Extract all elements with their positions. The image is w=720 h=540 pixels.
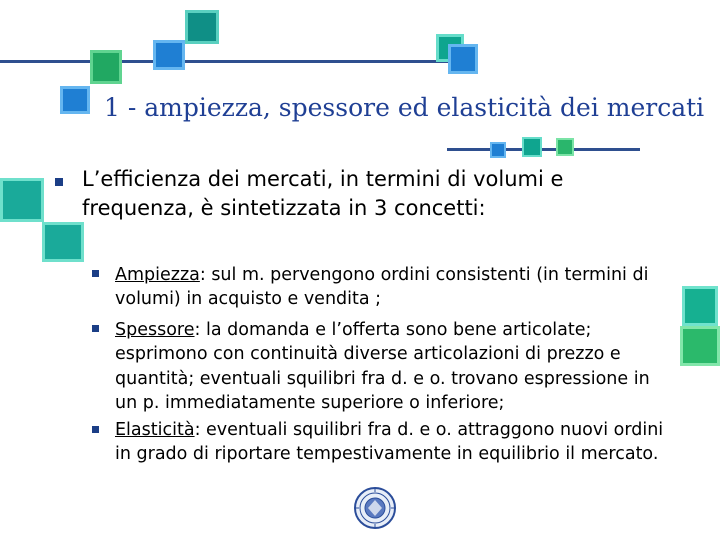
square-bullet-icon [55, 178, 63, 186]
deco-square-small-1 [490, 142, 506, 158]
deco-square-blue-left [60, 86, 90, 114]
square-bullet-icon [92, 325, 99, 332]
square-bullet-icon [92, 426, 99, 433]
deco-square-small-3 [556, 138, 574, 156]
term-description: : la domanda e l’offerta sono bene articolate; esprimono con continuità diverse articolazioni di prezzo e quantità; eventuali squilibri fra d. e o. trovano espressione in un p. immediatamente superiore o inferiore; [115, 320, 650, 413]
term-label: Ampiezza [115, 265, 200, 285]
term-label: Spessore [115, 320, 195, 340]
title-underline [447, 148, 640, 151]
square-bullet-icon [92, 270, 99, 277]
deco-square-green [90, 50, 122, 84]
deco-square-left-1 [0, 178, 44, 222]
header-line-top [0, 60, 470, 63]
deco-square-right-1 [682, 286, 718, 326]
deco-square-teal [185, 10, 219, 44]
sub-bullet-ampiezza [115, 263, 670, 312]
university-seal-icon [352, 486, 398, 530]
deco-square-small-2 [522, 137, 542, 157]
deco-square-blue-right [448, 44, 478, 74]
deco-square-blue [153, 40, 185, 70]
sub-bullet-spessore [115, 318, 670, 415]
deco-square-left-2 [42, 222, 84, 262]
main-bullet-text: L’efficienza dei mercati, in termini di volumi e frequenza, è sintetizzata in 3 concetti: [82, 167, 564, 220]
sub-bullet-elasticita [115, 418, 670, 467]
term-description: : sul m. pervengono ordini consistenti (in termini di volumi) in acquisto e vendita ; [115, 265, 649, 310]
term-description: : eventuali squilibri fra d. e o. attraggono nuovi ordini in grado di riportare tempestivamente in equilibrio il mercato. [115, 420, 664, 465]
deco-square-right-2 [680, 326, 720, 366]
slide-title: 1 - ampiezza, spessore ed elasticità dei mercati [104, 93, 705, 122]
term-label: Elasticità [115, 420, 195, 440]
